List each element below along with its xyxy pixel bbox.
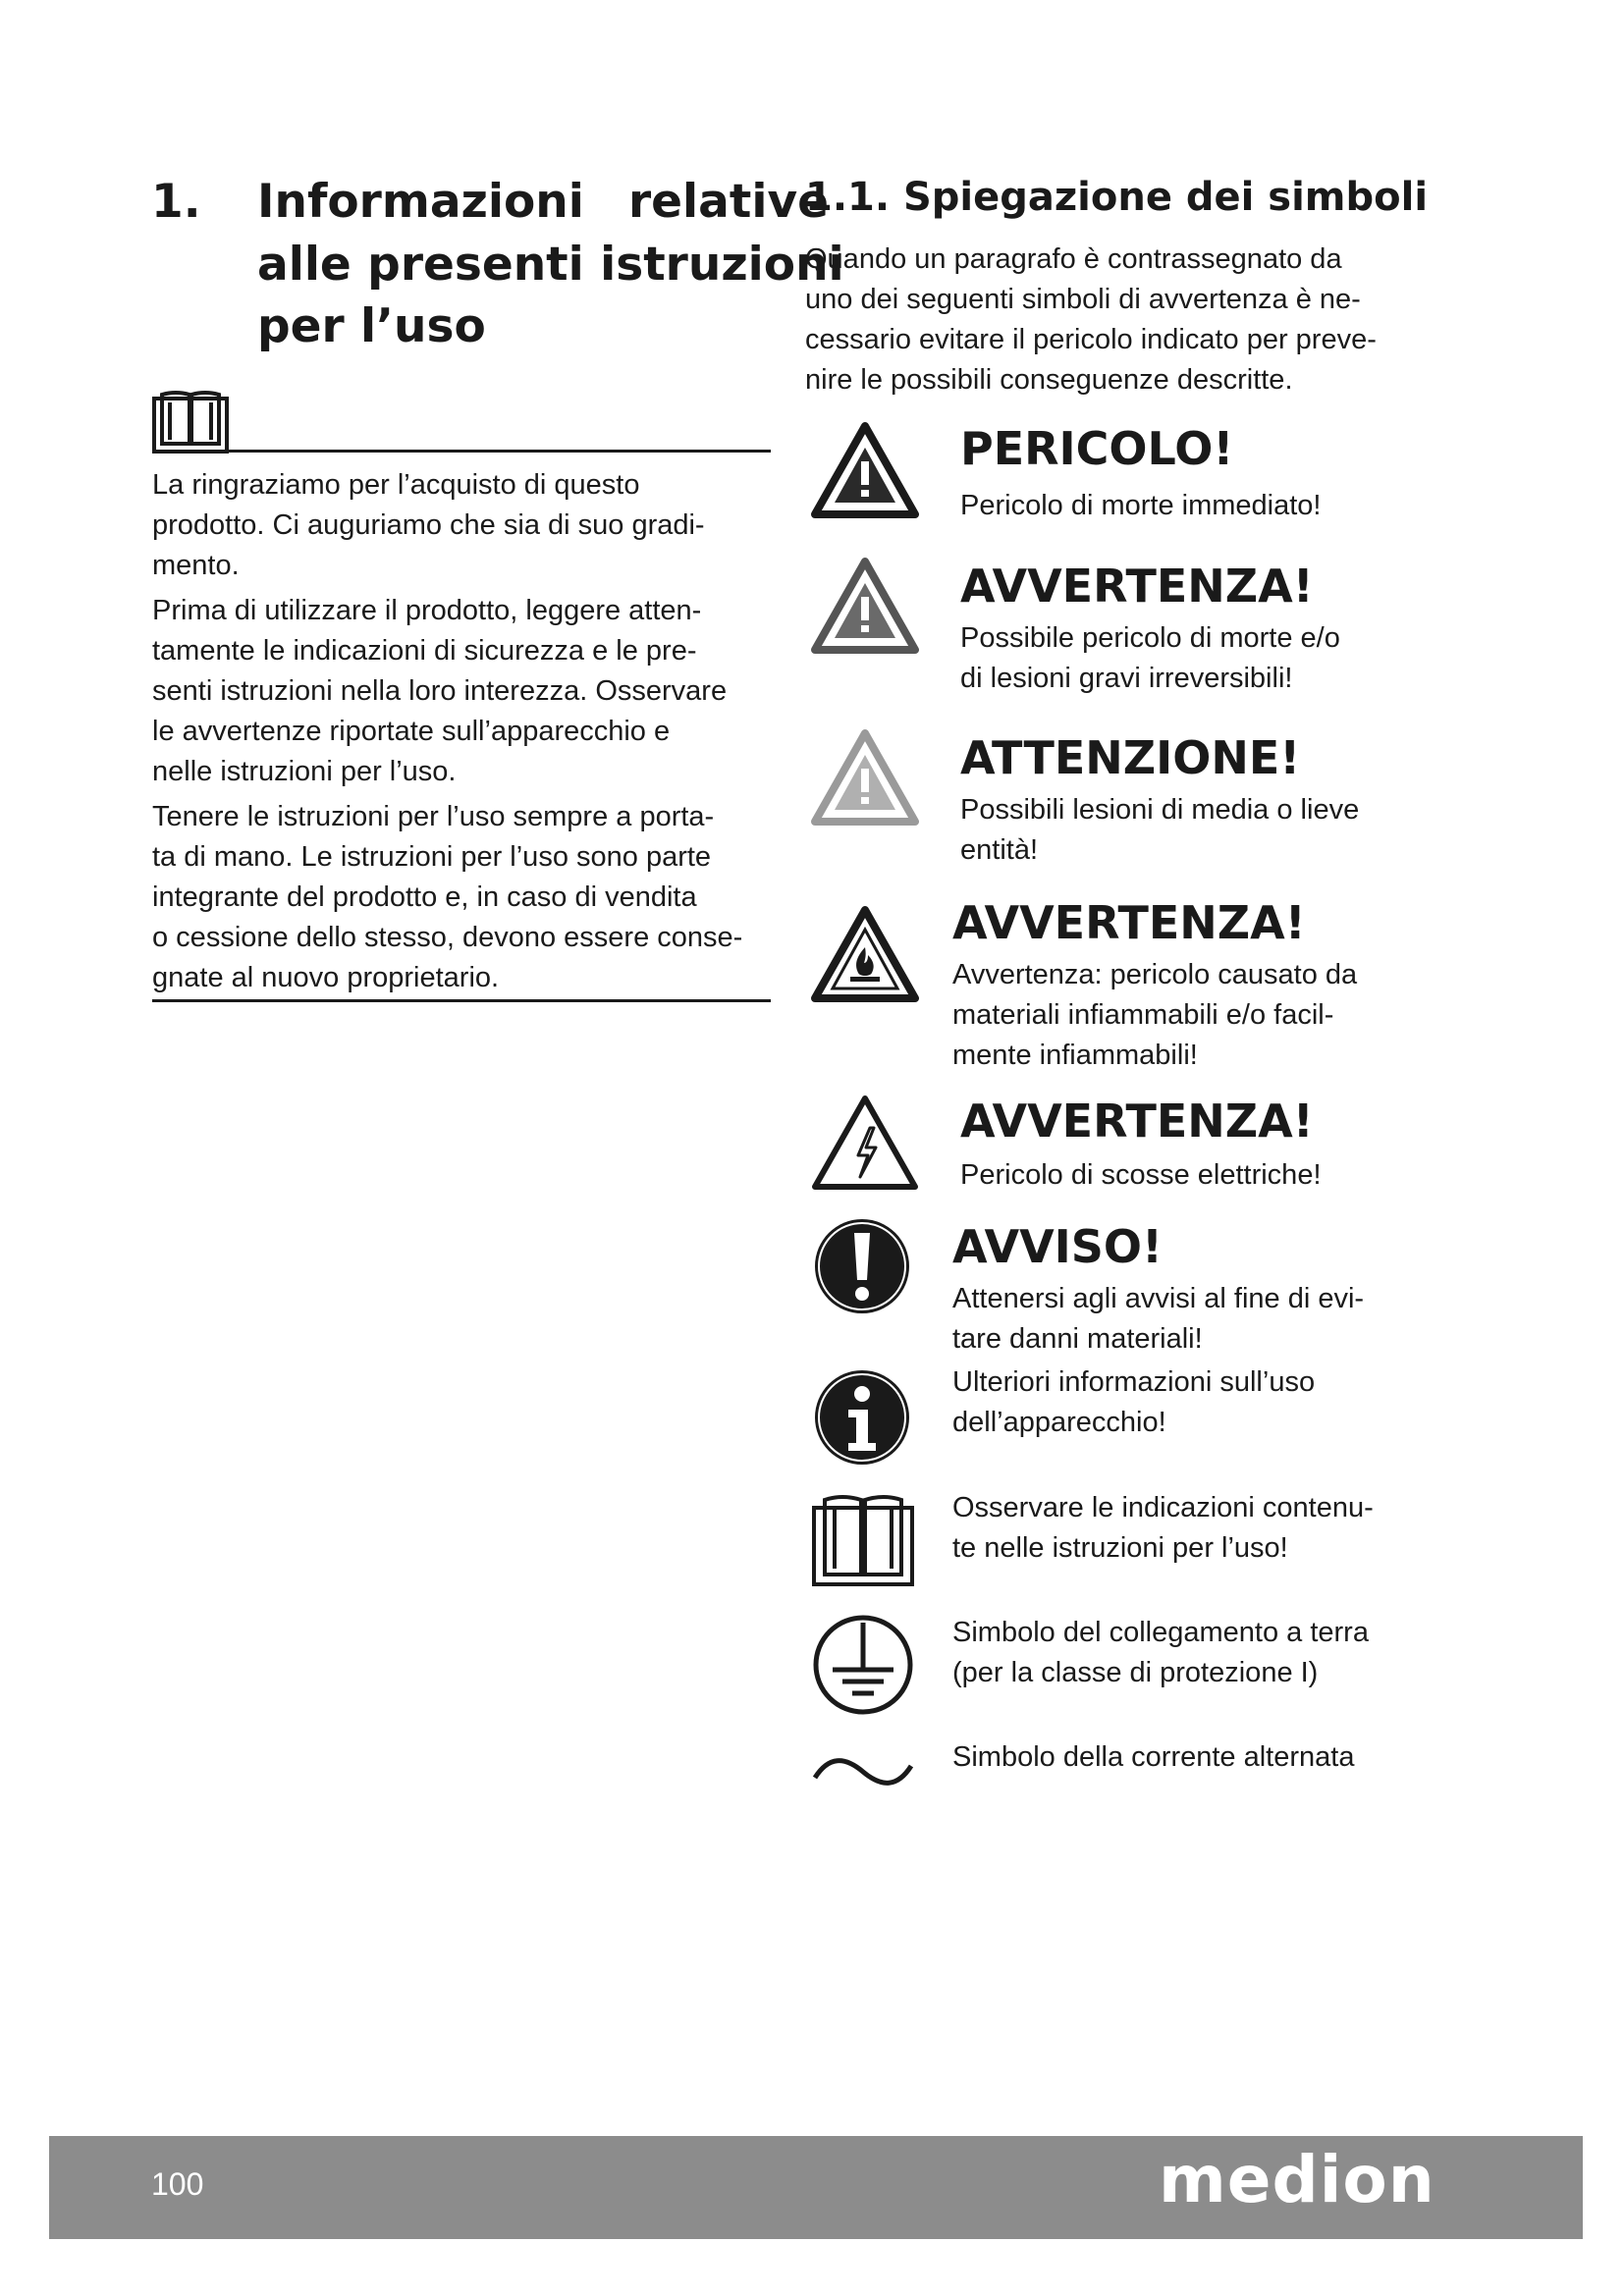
symbol-title-flammable: AVVERTENZA! (952, 896, 1306, 949)
divider-bottom (152, 999, 771, 1002)
symbol-text-electric: Pericolo di scosse elettriche! (960, 1159, 1322, 1191)
paragraph: Tenere le istruzioni per l’uso sempre a porta- ta di mano. Le istruzioni per l’uso sono parte integrante del prodotto e, in caso di vendita o cessione dello stesso, devono essere conse- gnate al nuovo proprietario. (152, 801, 743, 993)
subsection-title: 1.1. Spiegazione dei simboli (805, 175, 1429, 220)
electric-triangle-icon (811, 1090, 919, 1198)
symbol-text-ac: Simbolo della corrente alternata (952, 1741, 1355, 1773)
ac-wave-icon (811, 1752, 915, 1791)
ground-icon (811, 1613, 915, 1717)
section-title-line2: alle presenti istruzioni (257, 238, 844, 292)
flammable-triangle-icon (811, 901, 919, 1009)
paragraph: Prima di utilizzare il prodotto, leggere atten- tamente le indicazioni di sicurezza e le pre- senti istruzioni nella loro interezza. Osservare le avvertenze riportate sull’apparecchio e nelle istruzioni per l’uso. (152, 595, 728, 787)
caution-triangle-icon (811, 724, 919, 832)
symbol-text-ground: Simbolo del collegamento a terra (per la classe di protezione I) (952, 1617, 1369, 1688)
section-title-line1a: Informazioni (257, 175, 584, 229)
symbol-text-avviso: Attenersi agli avvisi al fine di evi- tare danni materiali! (952, 1283, 1365, 1355)
symbol-text-book: Osservare le indicazioni contenu- te nelle istruzioni per l’uso! (952, 1492, 1374, 1564)
page-number: 100 (151, 2166, 204, 2202)
section-title-line1b: relative (628, 175, 829, 229)
book-icon (152, 389, 229, 454)
info-circle-icon (811, 1366, 913, 1468)
danger-triangle-icon (811, 417, 919, 525)
exclamation-circle-icon (811, 1215, 913, 1317)
book-icon (811, 1492, 915, 1588)
brand-logo: medion (1159, 2142, 1435, 2217)
symbol-text-pericolo: Pericolo di morte immediato! (960, 490, 1322, 521)
symbol-title-pericolo: PERICOLO! (960, 422, 1234, 475)
symbol-text-attenzione: Possibili lesioni di media o lieve entità! (960, 794, 1360, 866)
symbol-text-avvertenza: Possibile pericolo di morte e/o di lesioni gravi irreversibili! (960, 622, 1340, 694)
intro-text (152, 465, 781, 1003)
symbol-text-flammable: Avvertenza: pericolo causato da materiali infiammabili e/o facil- mente infiammabili! (952, 959, 1358, 1071)
symbol-title-attenzione: ATTENZIONE! (960, 731, 1301, 784)
symbol-title-avviso: AVVISO! (952, 1220, 1164, 1273)
page-footer (49, 2136, 1583, 2239)
symbol-title-avvertenza: AVVERTENZA! (960, 560, 1314, 613)
symbol-title-electric: AVVERTENZA! (960, 1095, 1314, 1148)
subsection-intro: Quando un paragrafo è contrassegnato da uno dei seguenti simboli di avvertenza è ne- cessario evitare il pericolo indicato per preve- nire le possibili conseguenze descritte. (805, 243, 1377, 396)
divider-top (152, 450, 771, 453)
paragraph: La ringraziamo per l’acquisto di questo prodotto. Ci auguriamo che sia di suo gradi- mento. (152, 469, 705, 581)
warning-triangle-icon (811, 553, 919, 661)
section-title-line3: per l’uso (257, 299, 486, 353)
section-number: 1. (151, 175, 201, 229)
symbol-text-info: Ulteriori informazioni sull’uso dell’apparecchio! (952, 1366, 1316, 1438)
